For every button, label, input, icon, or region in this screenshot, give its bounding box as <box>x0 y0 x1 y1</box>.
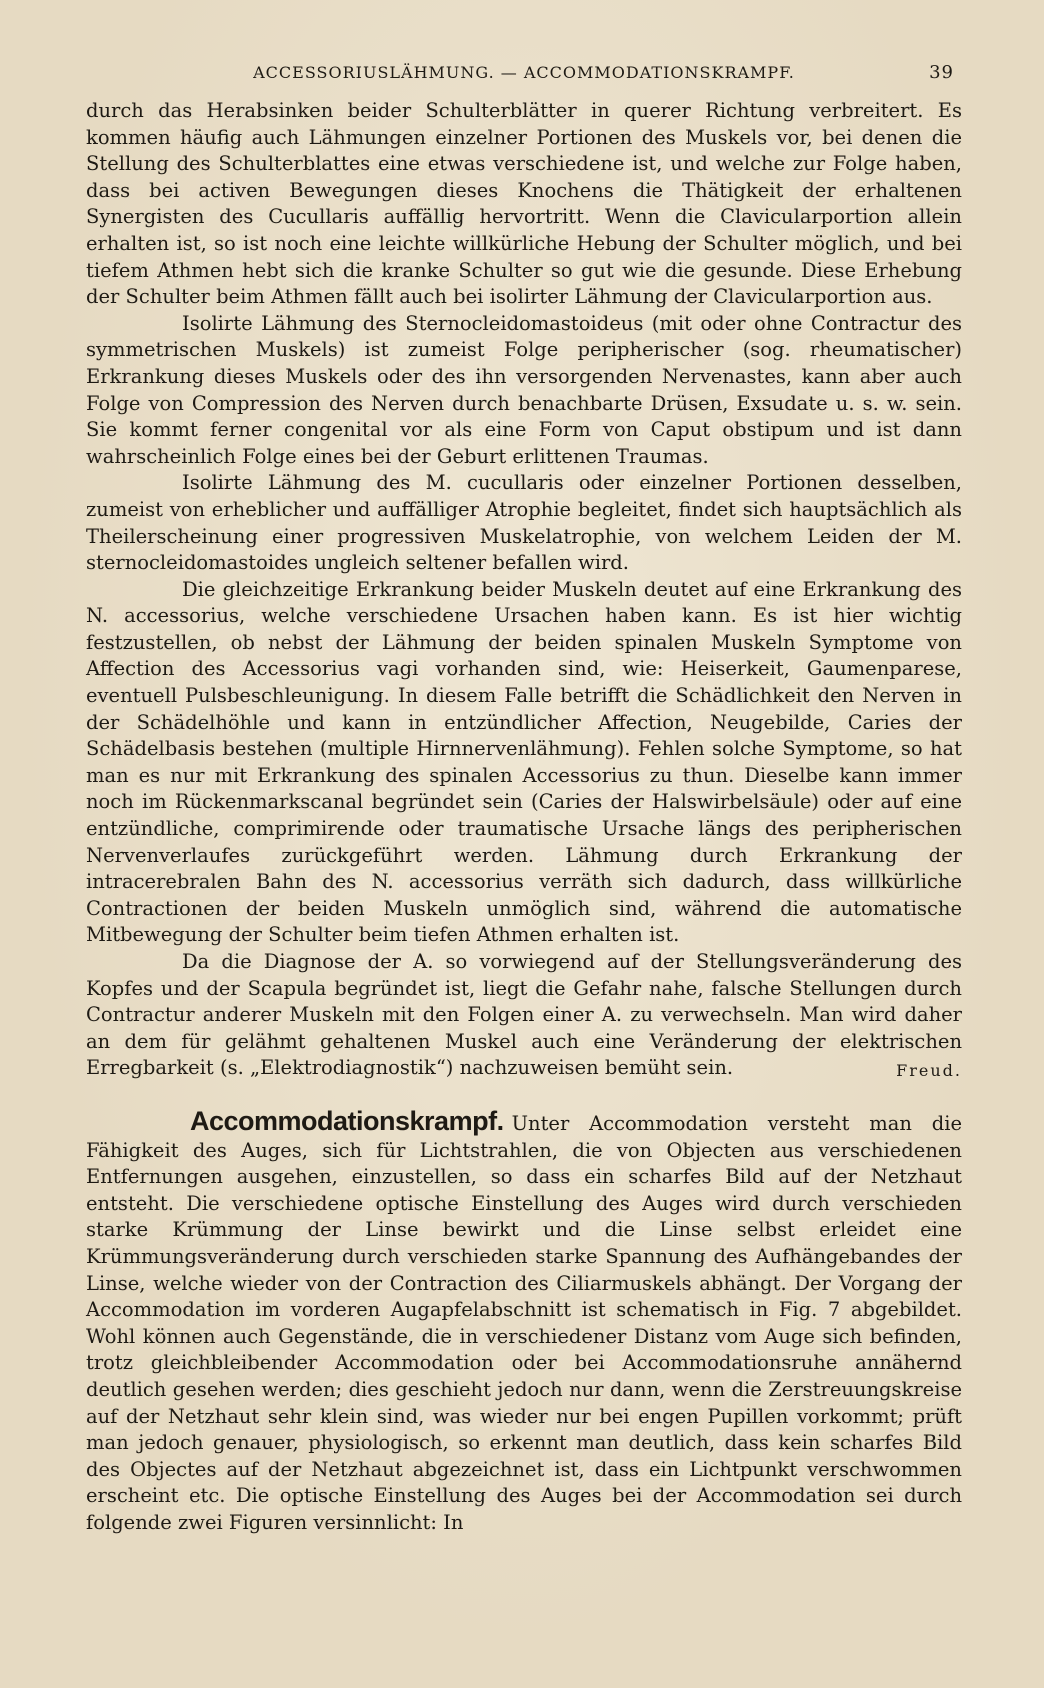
paragraph-2: Isolirte Lähmung des Sternocleidomastoideus (mit oder ohne Contractur des symmetrischen Muskels) ist zumeist Folge peripherischer (sog. rheumatischer) Erkrankung dieses Muskels oder des ihn versorgenden Nervenastes, kann aber auch Folge von Compression des Nerven durch benachbarte Drüsen, Exsudate u. s. w. sein. Sie kommt ferner congenital vor als eine Form von Caput obstipum und ist dann wahrscheinlich Folge eines bei der Geburt erlittenen Traumas. <box>86 311 962 468</box>
running-head-title: ACCESSORIUSLÄHMUNG. — ACCOMMODATIONSKRAMPF. <box>253 63 795 82</box>
section-accommodationskrampf <box>86 1105 962 1537</box>
page-number: 39 <box>929 62 954 83</box>
paragraph-1: durch das Herabsinken beider Schulterblätter in querer Richtung verbreitert. Es kommen häufig auch Lähmungen einzelner Portionen des Muskels vor, bei denen die Stellung des Schulterblattes eine etwas verschiedene ist, und welche zur Folge haben, dass bei activen Bewegungen dieses Knochens die Thätigkeit der erhaltenen Synergisten des Cucullaris auffällig hervortritt. Wenn die Clavicularportion allein erhalten ist, so ist noch eine leichte willkürliche Hebung der Schulter möglich, und bei tiefem Athmen hebt sich die kranke Schulter so gut wie die gesunde. Diese Erhebung der Schulter beim Athmen fällt auch bei isolirter Lähmung der Clavicularportion aus. <box>86 99 962 309</box>
running-head <box>86 56 962 90</box>
paragraph-5-text: Da die Diagnose der A. so vorwiegend auf der Stellungsveränderung des Kopfes und der Scapula begründet ist, liegt die Gefahr nahe, falsche Stellungen durch Contractur anderer Muskeln mit den Folgen einer A. zu verwechseln. Man wird daher an dem für gelähmt gehaltenen Muskel auch eine Veränderung der elektrischen Erregbarkeit (s. „Elektrodiagnostik“) nachzuweisen bemüht sein. <box>86 950 962 1080</box>
paragraph-5 <box>86 949 962 1082</box>
author-signature: Freud. <box>896 1061 962 1081</box>
paragraph-4: Die gleichzeitige Erkrankung beider Muskeln deutet auf eine Erkrankung des N. accessorius, welche verschiedene Ursachen haben kann. Es ist hier wichtig festzustellen, ob nebst der Lähmung der beiden spinalen Muskeln Symptome von Affection des Accessorius vagi vorhanden sind, wie: Heiserkeit, Gaumenparese, eventuell Pulsbeschleunigung. In diesem Falle betrifft die Schädlichkeit den Nerven in der Schädelhöhle und kann in entzündlicher Affection, Neugebilde, Caries der Schädelbasis bestehen (multiple Hirnnervenlähmung). Fehlen solche Symptome, so hat man es nur mit Erkrankung des spinalen Accessorius zu thun. Dieselbe kann immer noch im Rückenmarkscanal begründet sein (Caries der Halswirbelsäule) oder auf eine entzündliche, comprimirende oder traumatische Ursache längs des peripherischen Nervenverlaufes zurückgeführt werden. Lähmung durch Erkrankung der intracerebralen Bahn des N. accessorius verräth sich dadurch, dass willkürliche Contractionen der beiden Muskeln unmöglich sind, während die automatische Mitbewegung der Schulter beim tiefen Athmen erhalten ist. <box>86 577 962 947</box>
paragraph-3: Isolirte Lähmung des M. cucullaris oder einzelner Portionen desselben, zumeist von erheblicher und auffälliger Atrophie begleitet, findet sich hauptsächlich als Theilerscheinung einer progressiven Muskelatrophie, von welchem Leiden der M. sternocleidomastoides ungleich seltener befallen wird. <box>86 471 962 575</box>
section-text: Unter Accommodation versteht man die Fähigkeit des Auges, sich für Lichtstrahlen, die von Objecten aus verschiedenen Entfernungen ausgehen, einzustellen, so dass ein scharfes Bild auf der Netzhaut entsteht. Die verschiedene optische Einstellung des Auges wird durch verschieden starke Krümmung der Linse bewirkt und die Linse selbst erleidet eine Krümmungsveränderung durch verschieden starke Spannung des Aufhängebandes der Linse, welche wieder von der Contraction des Ciliarmuskels abhängt. Der Vorgang der Accommodation im vorderen Augapfelabschnitt ist schematisch in Fig. 7 abgebildet. Wohl können auch Gegenstände, die in verschiedener Distanz vom Auge sich befinden, trotz gleichbleibender Accommodation oder bei Accommodationsruhe annähernd deutlich gesehen werden; dies geschieht jedoch nur dann, wenn die Zerstreuungskreise auf der Netzhaut sehr klein sind, was wieder nur bei engen Pupillen vorkommt; prüft man jedoch genauer, physiologisch, so erkennt man deutlich, dass kein scharfes Bild des Objectes auf der Netzhaut abgezeichnet ist, dass ein Lichtpunkt verschwommen erscheint etc. Die optische Einstellung des Auges bei der Accommodation sei durch folgende zwei Figuren versinnlicht: In <box>86 1111 962 1534</box>
article-body <box>86 98 962 1082</box>
section-heading: Accommodationskrampf. <box>190 1105 504 1136</box>
